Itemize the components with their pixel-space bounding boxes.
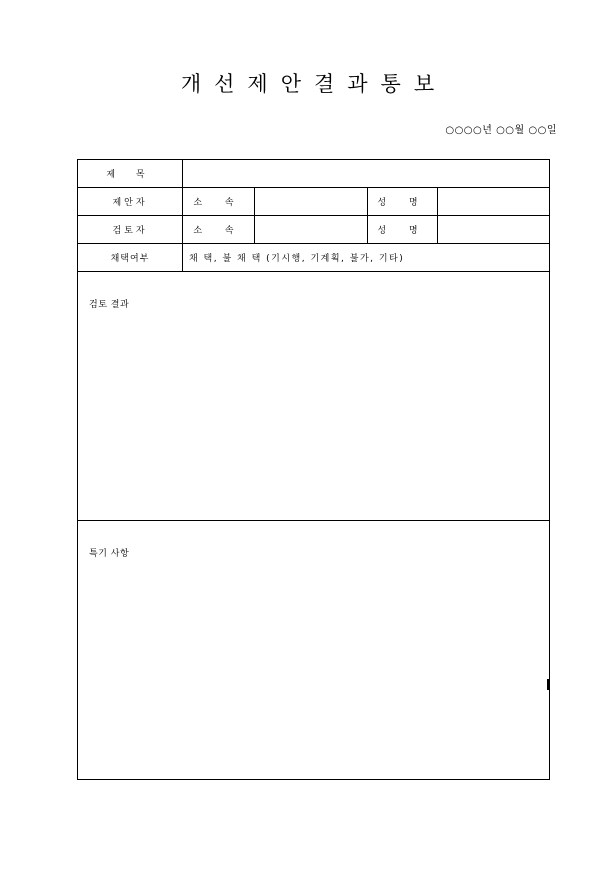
proposer-name-label: 성 명	[368, 188, 438, 216]
adoption-row	[78, 244, 550, 272]
reviewer-name-field[interactable]	[438, 216, 550, 244]
special-notes-row	[78, 521, 550, 780]
margin-mark	[547, 679, 550, 690]
reviewer-affiliation-label: 소 속	[183, 216, 255, 244]
special-notes-field[interactable]	[78, 521, 550, 780]
document-date: ○○○○년 ○○월 ○○일	[445, 125, 557, 136]
subject-field[interactable]	[183, 160, 550, 188]
proposer-label: 제안자	[78, 188, 183, 216]
proposer-affiliation-field[interactable]	[255, 188, 368, 216]
document-title: 개선제안결과통보	[180, 72, 448, 96]
proposer-name-field[interactable]	[438, 188, 550, 216]
reviewer-row	[78, 216, 550, 244]
special-notes-label: 특기 사항	[89, 549, 130, 559]
reviewer-name-label: 성 명	[368, 216, 438, 244]
review-result-label: 검토 결과	[89, 300, 130, 310]
review-result-field[interactable]	[78, 272, 550, 521]
reviewer-label: 검토자	[78, 216, 183, 244]
proposer-row	[78, 188, 550, 216]
adoption-options[interactable]: 채 택, 불 채 택 (기시행, 기계획, 불가, 기타)	[183, 244, 550, 272]
subject-row	[78, 160, 550, 188]
proposer-affiliation-label: 소 속	[183, 188, 255, 216]
adoption-label: 채택여부	[78, 244, 183, 272]
reviewer-affiliation-field[interactable]	[255, 216, 368, 244]
review-result-row	[78, 272, 550, 521]
subject-label: 제 목	[78, 160, 183, 188]
proposal-result-form	[77, 159, 550, 780]
